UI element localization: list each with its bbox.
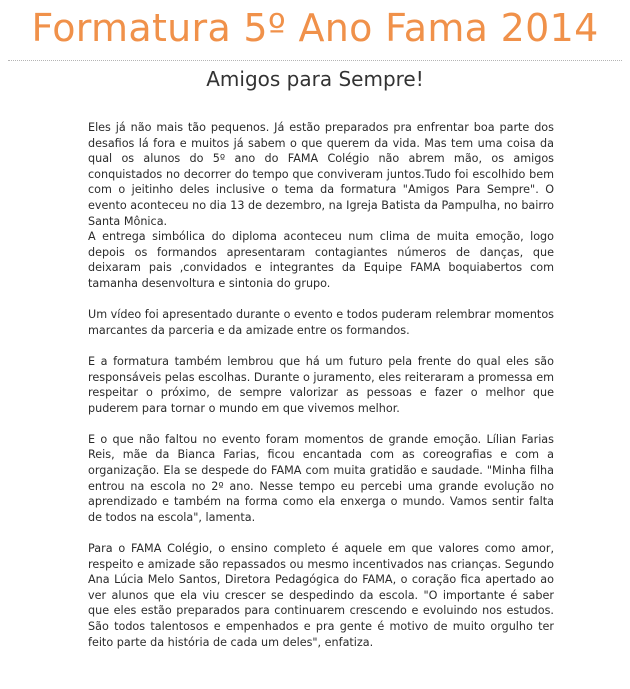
page-title: Formatura 5º Ano Fama 2014	[31, 6, 599, 50]
page-subtitle: Amigos para Sempre!	[206, 67, 424, 91]
article-paragraph: E o que não faltou no evento foram momentos de grande emoção. Lílian Farias Reis, mãe da Bianca Farias, ficou encantada com as coreografias e com a organização. Ela se despede do FAMA com muita gratidão e saudade. "Minha filha entrou na escola no 2º ano. Nesse tempo eu percebi uma grande evolução no aprendizado e também na forma como ela enxerga o mundo. Vamos sentir falta de todos na escola", lamenta.	[88, 432, 554, 524]
article-body	[88, 120, 554, 666]
article-paragraph: Para o FAMA Colégio, o ensino completo é aquele em que valores como amor, respeito e amizade são repassados ou mesmo incentivados nas crianças. Segundo Ana Lúcia Melo Santos, Diretora Pedagógica do FAMA, o coração fica apertado ao ver alunos que ela viu crescer se despedindo da escola. "O importante é saber que eles estão preparados para continuarem crescendo e evoluindo nos estudos. São todos talentosos e empenhados e pra gente é motivo de muito orgulho ter feito parte da história de cada um deles", enfatiza.	[88, 542, 554, 649]
title-divider	[8, 60, 622, 61]
article-paragraph: E a formatura também lembrou que há um futuro pela frente do qual eles são responsáveis pelas escolhas. Durante o juramento, eles reiteraram a promessa em respeitar o próximo, de sempre valorizar as pessoas e fazer o melhor que puderem para tornar o mundo em que vivemos melhor.	[88, 354, 554, 415]
article-paragraph: Eles já não mais tão pequenos. Já estão preparados pra enfrentar boa parte dos desafios lá fora e muitos já sabem o que querem da vida. Mas tem uma coisa da qual os alunos do 5º ano do FAMA Colégio não abrem mão, os amigos conquistados no decorrer do tempo que conviveram juntos.Tudo foi escolhido bem com o jeitinho deles inclusive o tema da formatura "Amigos Para Sempre". O evento aconteceu no dia 13 de dezembro, na Igreja Batista da Pampulha, no bairro Santa Mônica.	[88, 121, 554, 228]
article-paragraph: A entrega simbólica do diploma aconteceu num clima de muita emoção, logo depois os formandos apresentaram contagiantes números de danças, que deixaram pais ,convidados e integrantes da Equipe FAMA boquiabertos com tamanha desenvoltura e sintonia do grupo.	[88, 230, 554, 290]
article-paragraph: Um vídeo foi apresentado durante o evento e todos puderam relembrar momentos marcantes da parceria e da amizade entre os formandos.	[88, 308, 554, 337]
